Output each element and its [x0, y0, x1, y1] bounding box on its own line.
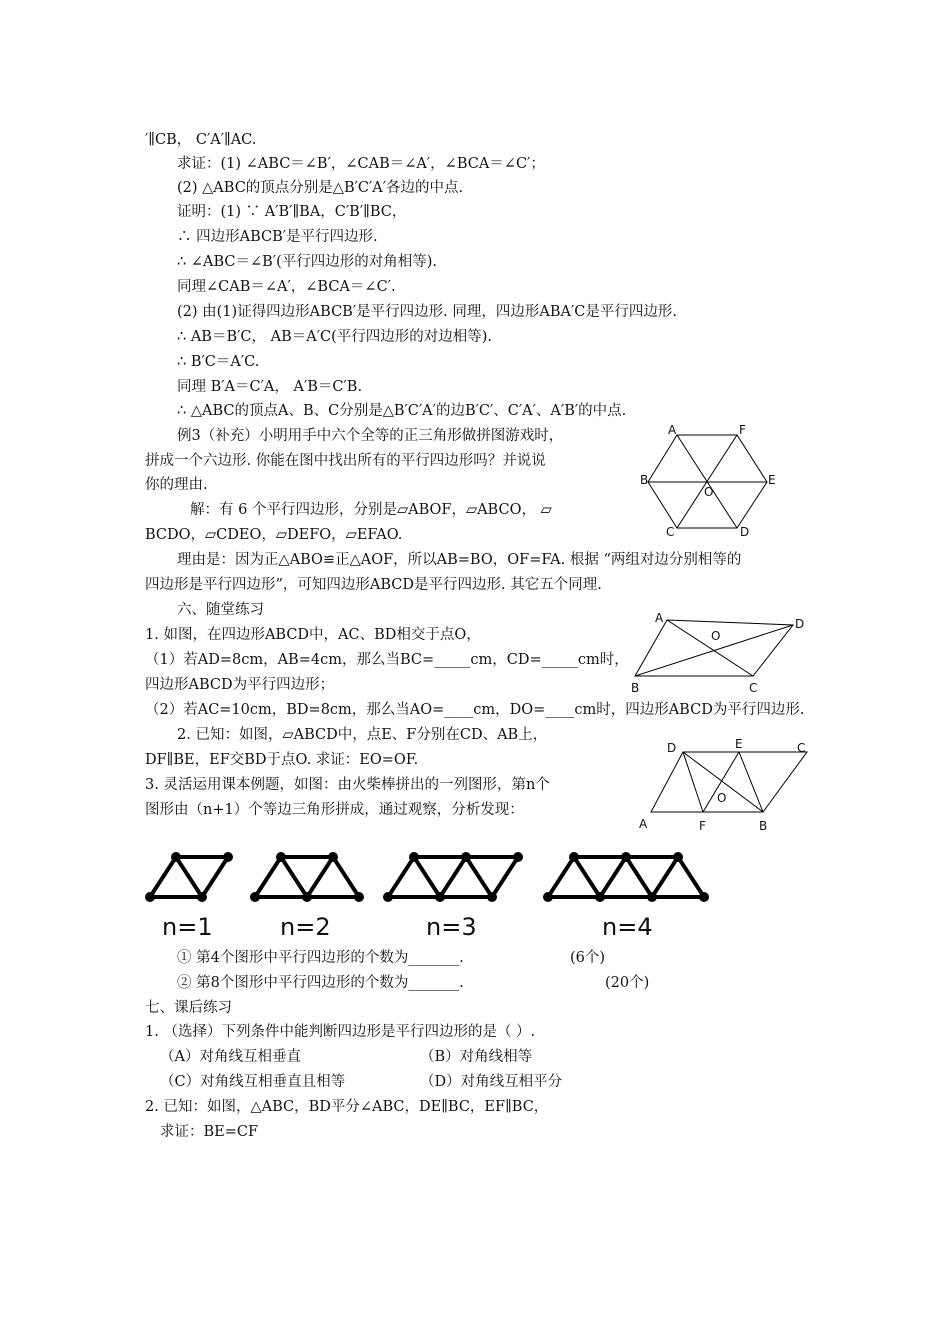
text-line: 图形由（n+1）个等边三角形拼成，通过观察，分析发现：	[145, 802, 524, 818]
text-line: 同理 B′A＝C′A， A′B＝C′B.	[177, 379, 363, 395]
parallelogram-figure	[635, 738, 815, 838]
text-line: 求证：(1) ∠ABC＝∠B′，∠CAB＝∠A′，∠BCA＝∠C′；	[177, 156, 545, 172]
text-line: BCDO，▱CDEO，▱DEFO，▱EFAO.	[145, 527, 403, 543]
match-label: n=1	[162, 913, 213, 941]
hexagon-label: A	[668, 423, 677, 437]
text-line: ∴ △ABC的顶点A、B、C分别是△B′C′A′的边B′C′、C′A′、A′B′的中点.	[177, 403, 627, 419]
hexagon-label: E	[768, 473, 776, 487]
text-line: 四边形是平行四边形”，可知四边形ABCD是平行四边形. 其它五个同理.	[145, 577, 602, 593]
para-label: D	[667, 741, 677, 755]
text-line: (2) △ABC的顶点分别是△B′C′A′各边的中点.	[177, 180, 464, 196]
text-line: 求证：BE=CF	[160, 1124, 259, 1140]
para-label: C	[797, 741, 806, 755]
text-line: ① 第4个图形中平行四边形的个数为_______.	[177, 950, 464, 966]
para-label: O	[717, 791, 727, 805]
quad-label: C	[749, 681, 758, 695]
text-line: 解：有 6 个平行四边形，分别是▱ABOF，▱ABCO， ▱	[190, 502, 552, 518]
text-line: 四边形ABCD为平行四边形；	[145, 677, 335, 693]
hexagon-label: D	[740, 525, 750, 539]
text-line: （2）若AC=10cm，BD=8cm，那么当AO=____cm，DO=____cm时，四边形ABCD为平行四边形.	[145, 702, 805, 718]
text-line: ② 第8个图形中平行四边形的个数为_______.	[177, 975, 464, 991]
hexagon-label: C	[666, 525, 675, 539]
text-line: ∴ ∠ABC＝∠B′(平行四边形的对角相等).	[177, 254, 437, 270]
quad-label: O	[711, 629, 721, 643]
text-line: 证明：(1) ∵ A′B′∥BA，C′B′∥BC，	[177, 204, 407, 220]
text-line: 1. 如图，在四边形ABCD中，AC、BD相交于点O，	[145, 627, 481, 643]
text-line: 2. 已知：如图，▱ABCD中，点E、F分别在CD、AB上，	[177, 727, 548, 743]
para-label: F	[699, 819, 706, 833]
match-label: n=2	[280, 913, 331, 941]
para-label: E	[735, 737, 743, 751]
option-a: （A）对角线互相垂直	[160, 1049, 301, 1065]
quad-label: A	[655, 611, 664, 625]
section-heading: 七、课后练习	[145, 1000, 232, 1016]
text-line: 例3（补充）小明用手中六个全等的正三角形做拼图游戏时，	[177, 428, 564, 444]
para-label: A	[639, 817, 648, 831]
hexagon-label: F	[739, 423, 746, 437]
option-b: （B）对角线相等	[420, 1049, 533, 1065]
text-line: （1）若AD=8cm，AB=4cm，那么当BC=_____cm，CD=_____cm时，	[145, 652, 629, 668]
text-line: 拼成一个六边形. 你能在图中找出所有的平行四边形吗？并说说	[145, 453, 546, 469]
option-c: （C）对角线互相垂直且相等	[160, 1074, 346, 1090]
answer-text: (20个)	[605, 975, 650, 991]
hexagon-figure	[640, 420, 790, 540]
answer-text: (6个)	[570, 950, 606, 966]
text-line: ∴ AB＝B′C， AB＝A′C(平行四边形的对边相等).	[177, 329, 493, 345]
match-label: n=4	[602, 913, 653, 941]
hexagon-label: O	[704, 485, 714, 499]
para-label: B	[759, 819, 768, 833]
quadrilateral-figure	[625, 608, 805, 698]
text-line: ′∥CB， C′A′∥AC.	[145, 132, 257, 148]
option-d: （D）对角线互相平分	[420, 1074, 563, 1090]
text-line: 你的理由.	[145, 477, 208, 493]
text-line: 1. （选择）下列条件中能判断四边形是平行四边形的是（ ）.	[145, 1024, 536, 1040]
text-line: DF∥BE，EF交BD于点O. 求证：EO=OF.	[145, 752, 419, 768]
text-line: ∴ 四边形ABCB′是平行四边形.	[177, 229, 378, 245]
text-line: (2) 由(1)证得四边形ABCB′是平行四边形. 同理，四边形ABA′C是平行四边形.	[177, 304, 677, 320]
text-line: 同理∠CAB＝∠A′，∠BCA＝∠C′.	[177, 279, 396, 295]
text-line: ∴ B′C＝A′C.	[177, 354, 260, 370]
text-line: 2. 已知：如图，△ABC，BD平分∠ABC，DE∥BC，EF∥BC，	[145, 1099, 549, 1115]
section-heading: 六、随堂练习	[177, 602, 264, 618]
quad-label: B	[631, 681, 640, 695]
quad-label: D	[795, 617, 805, 631]
match-label: n=3	[426, 913, 477, 941]
matchstick-figures	[140, 845, 740, 945]
text-line: 3. 灵活运用课本例题，如图：由火柴棒拼出的一列图形，第n个	[145, 777, 550, 793]
text-line: 理由是：因为正△ABO≌正△AOF，所以AB=BO，OF=FA. 根据 “两组对边分别相等的	[177, 552, 742, 568]
hexagon-label: B	[640, 473, 649, 487]
